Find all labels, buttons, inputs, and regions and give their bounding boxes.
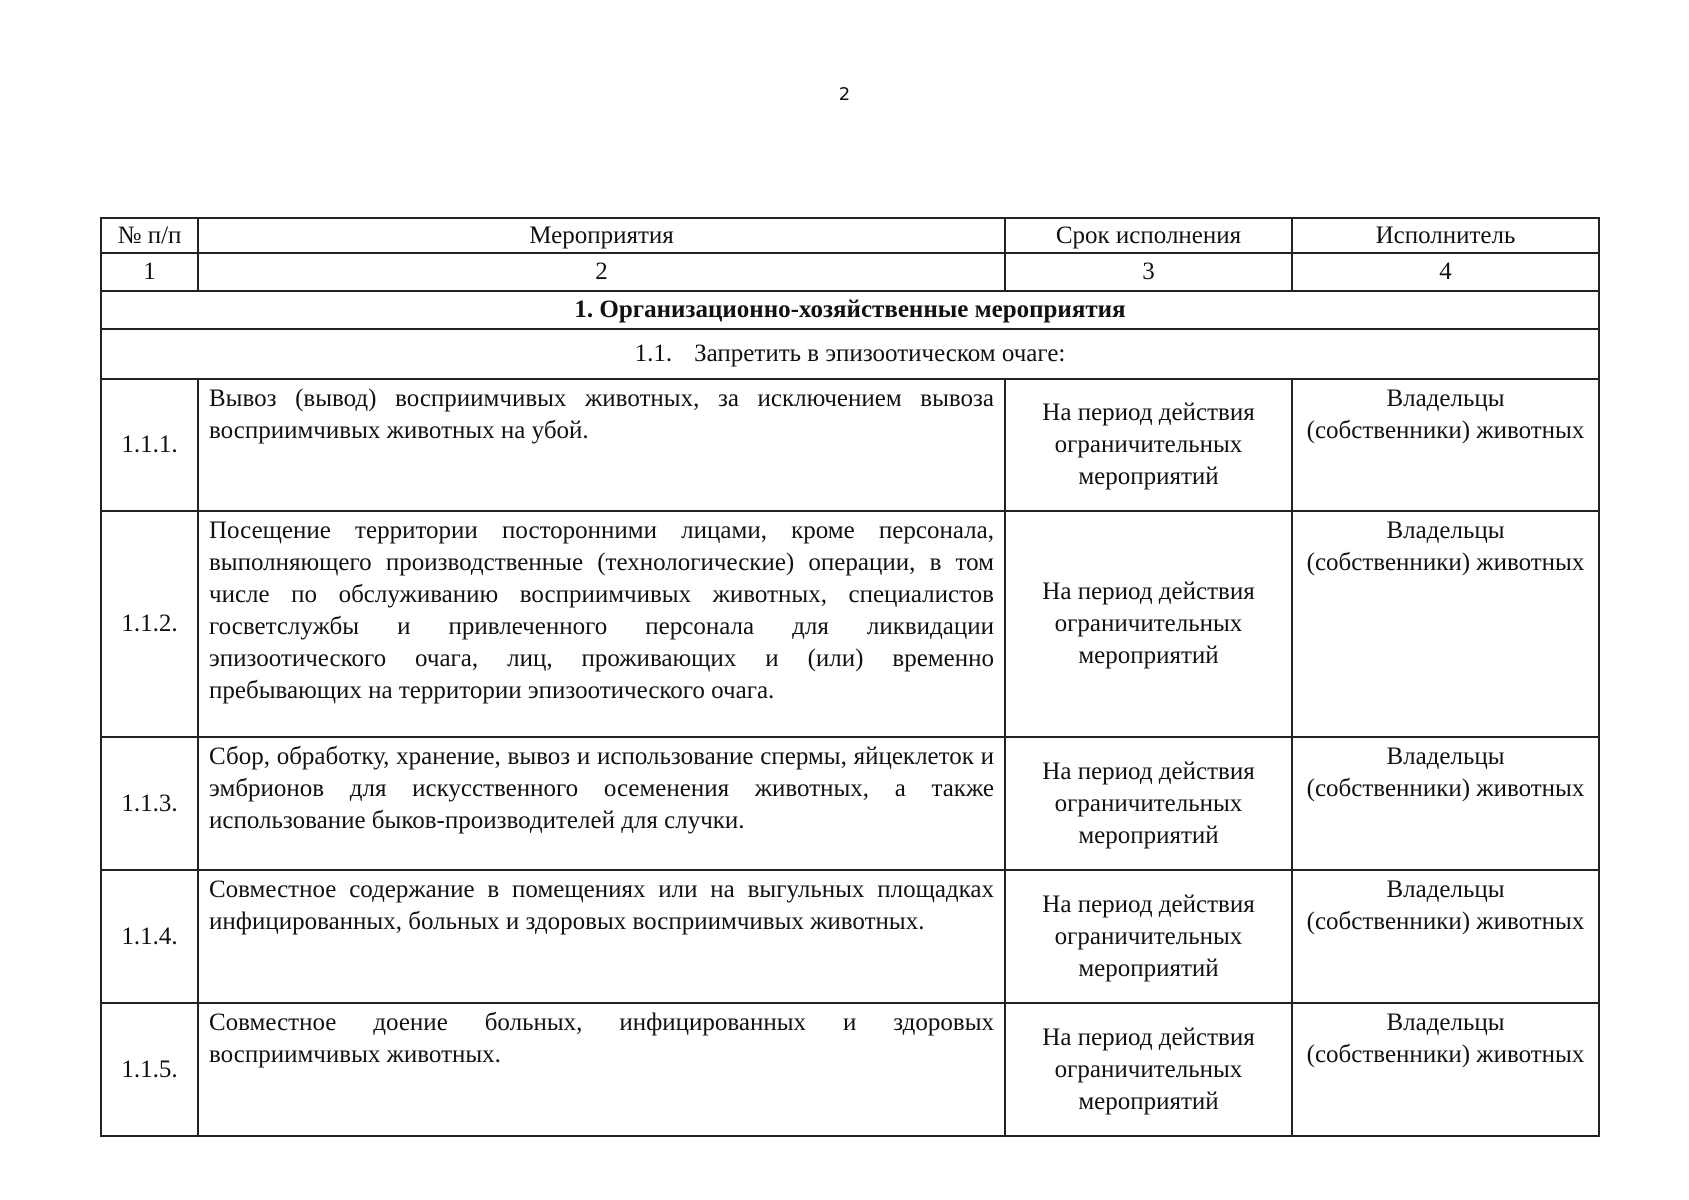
section-title: 1. Организационно-хозяйственные мероприятия [101, 291, 1599, 329]
header-measures: Мероприятия [198, 218, 1005, 253]
row-measure: Сбор, обработку, хранение, вывоз и использование спермы, яйцеклеток и эмбрионов для искусственного осеменения животных, а также использование быков-производителей для случки. [198, 737, 1005, 870]
column-number-row [101, 253, 1599, 291]
section-row [101, 291, 1599, 329]
row-measure: Совместное содержание в помещениях или на выгульных площадках инфицированных, больных и здоровых восприимчивых животных. [198, 870, 1005, 1003]
row-deadline: На период действия ограничительных мероприятий [1005, 1003, 1292, 1136]
row-executor: Владельцы (собственники) животных [1292, 737, 1599, 870]
row-number: 1.1.4. [101, 870, 198, 1003]
table-row [101, 737, 1599, 870]
page-number: 2 [838, 84, 851, 105]
row-executor: Владельцы (собственники) животных [1292, 870, 1599, 1003]
row-number: 1.1.1. [101, 379, 198, 511]
subsection-title: Запретить в эпизоотическом очаге: [694, 340, 1066, 367]
row-deadline: На период действия ограничительных мероприятий [1005, 737, 1292, 870]
row-measure: Посещение территории посторонними лицами, кроме персонала, выполняющего производственные (технологические) операции, в том числе по обслуживанию восприимчивых животных, специалистов госветслужбы и привлеченного персонала для ликвидации эпизоотического очага, лиц, проживающих и (или) временно пребывающих на территории эпизоотического очага. [198, 511, 1005, 737]
row-executor: Владельцы (собственники) животных [1292, 379, 1599, 511]
row-deadline: На период действия ограничительных мероприятий [1005, 511, 1292, 737]
row-measure: Совместное доение больных, инфицированных и здоровых восприимчивых животных. [198, 1003, 1005, 1136]
column-number-3: 3 [1005, 253, 1292, 291]
row-measure: Вывоз (вывод) восприимчивых животных, за исключением вывоза восприимчивых животных на убой. [198, 379, 1005, 511]
table-row [101, 1003, 1599, 1136]
column-number-1: 1 [101, 253, 198, 291]
table-row [101, 379, 1599, 511]
column-number-2: 2 [198, 253, 1005, 291]
row-executor: Владельцы (собственники) животных [1292, 1003, 1599, 1136]
row-deadline: На период действия ограничительных мероприятий [1005, 870, 1292, 1003]
row-number: 1.1.3. [101, 737, 198, 870]
row-number: 1.1.2. [101, 511, 198, 737]
row-executor: Владельцы (собственники) животных [1292, 511, 1599, 737]
row-number: 1.1.5. [101, 1003, 198, 1136]
header-deadline: Срок исполнения [1005, 218, 1292, 253]
header-executor: Исполнитель [1292, 218, 1599, 253]
subsection-cell [101, 329, 1599, 379]
column-number-4: 4 [1292, 253, 1599, 291]
table-header-row [101, 218, 1599, 253]
row-deadline: На период действия ограничительных мероприятий [1005, 379, 1292, 511]
subsection-row [101, 329, 1599, 379]
table-row [101, 870, 1599, 1003]
header-number: № п/п [101, 218, 198, 253]
table-row [101, 511, 1599, 737]
measures-table [100, 217, 1600, 1137]
subsection-number: 1.1. [634, 340, 673, 367]
